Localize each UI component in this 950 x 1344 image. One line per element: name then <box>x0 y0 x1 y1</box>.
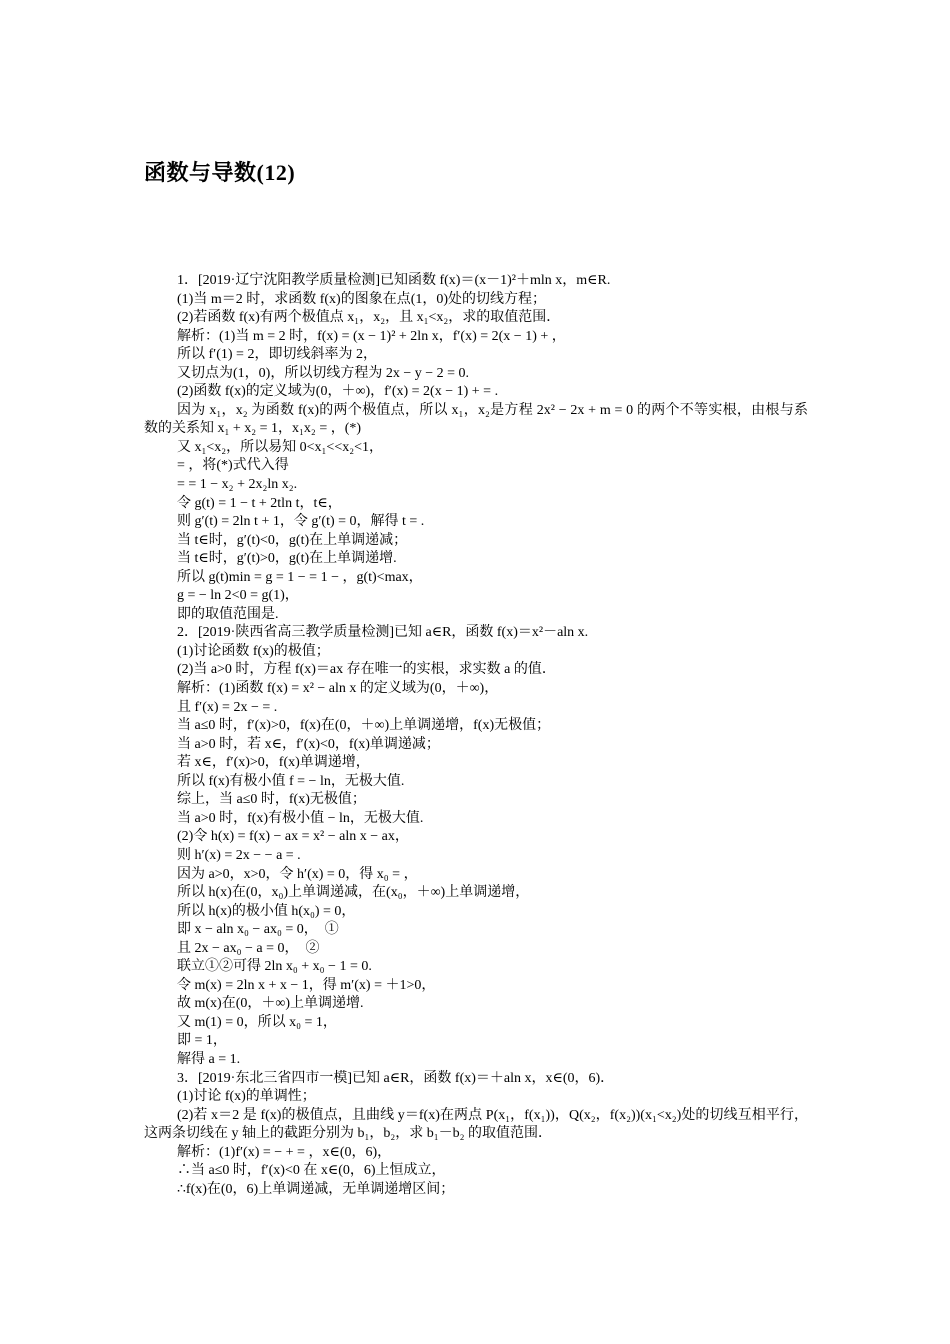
text-line: 又 m(1) = 0，所以 x₀ = 1， <box>177 1014 337 1030</box>
text-line: 又切点为(1，0)，所以切线方程为 2x − y − 2 = 0. <box>177 365 470 381</box>
text-line: 当 a>0 时，f(x)有极小值 − ln，无极大值. <box>177 810 424 826</box>
text-line: 故 m(x)在(0，＋∞)上单调递增. <box>177 996 364 1012</box>
text-line: 令 m(x) = 2ln x + x − 1，得 m′(x) = ＋1>0， <box>177 977 436 993</box>
text-line: 所以 h(x)的极小值 h(x₀) = 0， <box>177 903 356 919</box>
text-line: 又 x₁<x₂，所以易知 0<x₁<<x₂<1， <box>177 439 384 455</box>
text-line: 因为 x₁，x₂ 为函数 f(x)的两个极值点，所以 x₁，x₂是方程 2x² − 2x + m = 0 的两个不等实根，由根与系数的关系知 x₁ + x₂ = 1，x₁x₂ = ，(*) <box>144 402 808 437</box>
text-line: 即 x − aln x₀ − ax₀ = 0， ① <box>177 922 339 938</box>
text-line: 所以 f′(1) = 2，即切线斜率为 2， <box>177 347 377 363</box>
text-line: 所以 f(x)有极小值 f = − ln，无极大值. <box>177 773 405 789</box>
text-line: 3．[2019·东北三省四市一模]已知 a∈R，函数 f(x)＝＋aln x，x∈(0，6)． <box>177 1070 615 1086</box>
text-line: (1)当 m＝2 时，求函数 f(x)的图象在点(1，0)处的切线方程； <box>177 291 547 307</box>
text-line: ∴当 a≤0 时，f′(x)<0 在 x∈(0，6)上恒成立， <box>177 1163 446 1179</box>
text-line: 令 g(t) = 1 − t + 2tln t，t∈， <box>177 495 342 511</box>
text-line: 联立①②可得 2ln x₀ + x₀ − 1 = 0. <box>177 959 372 975</box>
text-line: 当 t∈时，g′(t)<0，g(t)在上单调递减； <box>177 532 408 548</box>
text-line: (1)讨论 f(x)的单调性； <box>177 1089 316 1105</box>
text-line: 2．[2019·陕西省高三教学质量检测]已知 a∈R，函数 f(x)＝x²－aln x. <box>177 625 589 641</box>
text-line: (2)若函数 f(x)有两个极值点 x₁，x₂，且 x₁<x₂，求的取值范围． <box>177 310 561 326</box>
text-line: ∴f(x)在(0，6)上单调递减，无单调递增区间； <box>177 1181 455 1197</box>
text-line: 解析：(1)当 m = 2 时，f(x) = (x − 1)² + 2ln x，f′(x) = 2(x − 1) + ， <box>177 328 566 344</box>
text-line: 则 g′(t) = 2ln t + 1，令 g′(t) = 0，解得 t = . <box>177 514 425 530</box>
text-line: 解析：(1)函数 f(x) = x² − aln x 的定义域为(0，＋∞)， <box>177 681 499 697</box>
text-line: (2)函数 f(x)的定义域为(0，＋∞)，f′(x) = 2(x − 1) + = . <box>177 384 499 400</box>
text-line: 当 a>0 时，若 x∈，f′(x)<0，f(x)单调递减； <box>177 736 440 752</box>
text-line: 且 2x − ax₀ − a = 0， ② <box>177 940 320 956</box>
text-line: 综上，当 a≤0 时，f(x)无极值； <box>177 792 366 808</box>
text-line: = = 1 − x₂ + 2x₂ln x₂. <box>177 477 298 493</box>
text-line: 则 h′(x) = 2x − − a = . <box>177 847 301 863</box>
text-line: 解得 a = 1. <box>177 1051 241 1067</box>
page-title: 函数与导数(12) <box>144 160 296 185</box>
text-line: 若 x∈，f′(x)>0，f(x)单调递增， <box>177 755 370 771</box>
text-line: (2)当 a>0 时，方程 f(x)＝ax 存在唯一的实根，求实数 a 的值． <box>177 662 556 678</box>
text-line: 即 = 1， <box>177 1033 227 1049</box>
document-body <box>144 272 808 1199</box>
text-line: 即的取值范围是. <box>177 606 279 622</box>
text-line: 所以 g(t)min = g = 1 − = 1 − ，g(t)<max， <box>177 569 423 585</box>
text-line: 解析：(1)f′(x) = − + = ，x∈(0，6)， <box>177 1144 392 1160</box>
text-line: 所以 h(x)在(0，x₀)上单调递减，在(x₀，＋∞)上单调递增， <box>177 885 530 901</box>
text-line: (1)讨论函数 f(x)的极值； <box>177 643 330 659</box>
text-line: g = − ln 2<0 = g(1)， <box>177 588 299 604</box>
text-line: (2)令 h(x) = f(x) − ax = x² − aln x − ax， <box>177 829 409 845</box>
text-line: 1．[2019·辽宁沈阳教学质量检测]已知函数 f(x)＝(x－1)²＋mln x，m∈R. <box>177 273 611 288</box>
text-line: (2)若 x＝2 是 f(x)的极值点，且曲线 y＝f(x)在两点 P(x₁，f(x₁))，Q(x₂，f(x₂))(x₁<x₂)处的切线互相平行，这两条切线在 y 轴上的截距分别为 b₁，b₂，求 b₁－b₂ 的取值范围． <box>144 1107 808 1142</box>
text-line: 当 a≤0 时，f′(x)>0，f(x)在(0，＋∞)上单调递增，f(x)无极值； <box>177 718 551 734</box>
text-line: = ，将(*)式代入得 <box>177 458 289 474</box>
text-line: 且 f′(x) = 2x − = . <box>177 699 278 715</box>
text-line: 当 t∈时，g′(t)>0，g(t)在上单调递增. <box>177 551 397 567</box>
text-line: 因为 a>0，x>0，令 h′(x) = 0，得 x₀ = ， <box>177 866 418 882</box>
